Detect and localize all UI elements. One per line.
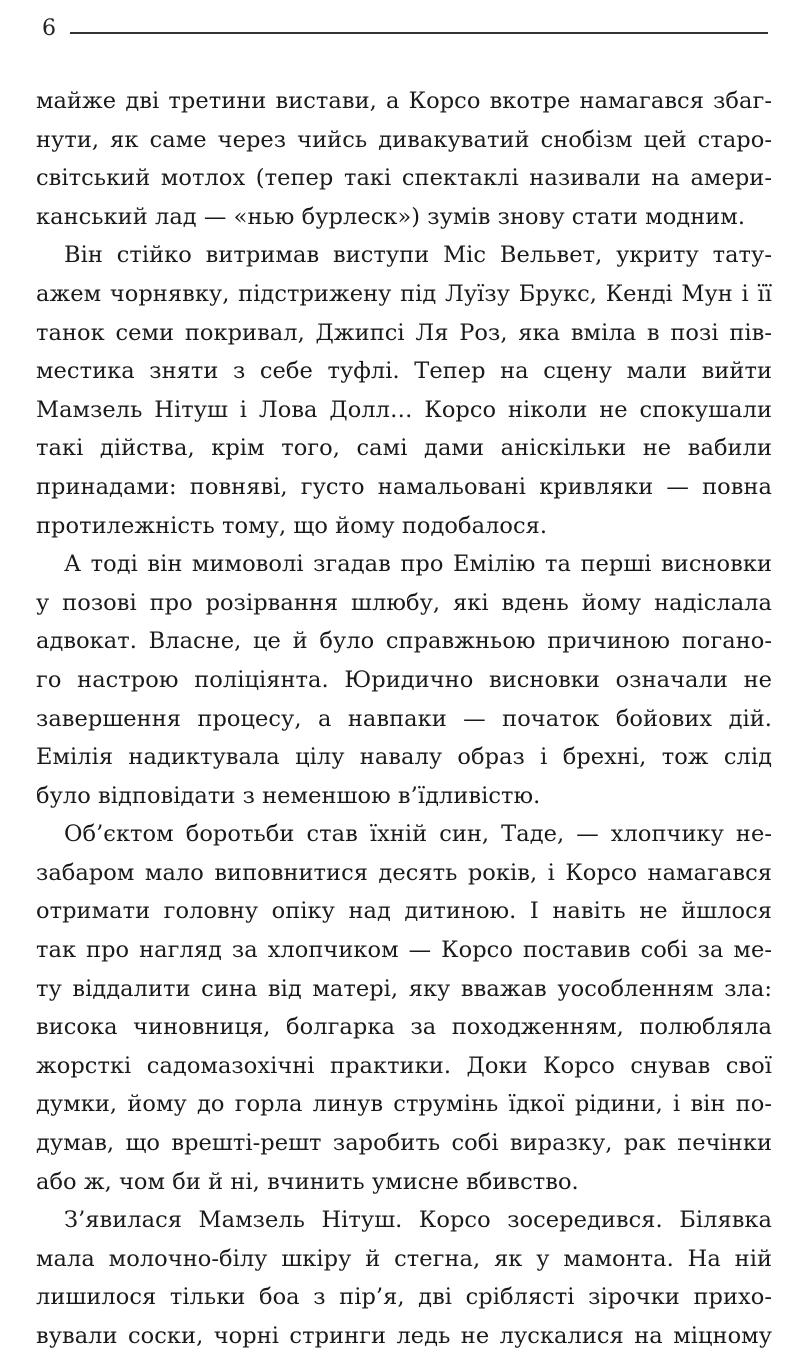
text-line: або ж, чом би й ні, вчинить умисне вбивство.	[36, 1168, 579, 1195]
text-line: отримати головну опіку над дитиною. І навіть не йшлося	[36, 898, 772, 925]
text-line: протилежність тому, що йому подобалося.	[36, 512, 548, 539]
text-line: жорсткі садомазохічні практики. Доки Корсо снував свої	[36, 1052, 772, 1079]
text-line: думки, йому до горла линув струмінь їдкої рідини, і він по-	[36, 1091, 772, 1118]
text-line: ту віддалити сина від матері, яку вважав уособленням зла:	[36, 975, 772, 1002]
page-header	[40, 14, 770, 44]
text-line: так про нагляд за хлопчиком — Корсо поставив собі за ме-	[36, 937, 772, 964]
text-line: нути, як саме через чийсь дивакуватий снобізм цей старо-	[36, 126, 772, 153]
text-line: ажем чорнявку, підстрижену під Луїзу Брукс, Кенді Мун і її	[36, 280, 772, 307]
text-line: Він стійко витримав виступи Міс Вельвет, укриту тату-	[64, 242, 772, 269]
text-line: мала молочно-білу шкіру й стегна, як у мамонта. На ній	[36, 1245, 772, 1272]
text-line: світський мотлох (тепер такі спектаклі називали на амери-	[36, 165, 772, 192]
text-line: у позові про розірвання шлюбу, які вдень йому надіслала	[36, 589, 772, 616]
text-line: го настрою поліціянта. Юридично висновки означали не	[36, 666, 772, 693]
text-line: думав, що врешті-решт заробить собі виразку, рак печінки	[36, 1130, 772, 1157]
text-line: Мамзель Нітуш і Лова Долл… Корсо ніколи не спокушали	[36, 396, 772, 423]
text-line: лишилося тільки боа з пір’я, дві сріблясті зірочки прихо-	[36, 1284, 772, 1311]
text-line: такі дійства, крім того, самі дами аніскільки не вабили	[36, 435, 772, 462]
text-line: Емілія надиктувала цілу навалу образ і брехні, тож слід	[36, 744, 772, 771]
text-line: майже дві третини вистави, а Корсо вкотре намагався збаг-	[36, 88, 772, 114]
text-line: З’явилася Мамзель Нітуш. Корсо зосередився. Білявка	[64, 1207, 772, 1234]
text-line: вували соски, чорні стринги ледь не лускалися на міцному	[36, 1323, 772, 1349]
text-line: Об’єктом боротьби став їхній син, Таде, — хлопчику не-	[64, 821, 772, 848]
body-text	[36, 82, 772, 1356]
text-line: танок семи покривал, Джипсі Ля Роз, яка вміла в позі пів-	[36, 319, 772, 346]
text-line: адвокат. Власне, це й було справжньою причиною погано-	[36, 628, 772, 655]
text-line: висока чиновниця, болгарка за походженням, полюбляла	[36, 1014, 772, 1041]
text-line: местика зняти з себе туфлі. Тепер на сцену мали вийти	[36, 358, 772, 385]
page-number: 6	[42, 16, 56, 41]
text-line: завершення процесу, а навпаки — початок бойових дій.	[36, 705, 772, 732]
header-rule	[70, 32, 768, 34]
text-line: А тоді він мимоволі згадав про Емілію та перші висновки	[64, 551, 772, 578]
text-line: принадами: повняві, густо намальовані кривляки — повна	[36, 473, 772, 500]
text-line: канський лад — «нью бурлеск») зумів знову стати модним.	[36, 203, 746, 230]
text-line: забаром мало виповнитися десять років, і Корсо намагався	[36, 859, 772, 886]
text-line: було відповідати з неменшою в’їдливістю.	[36, 782, 541, 809]
